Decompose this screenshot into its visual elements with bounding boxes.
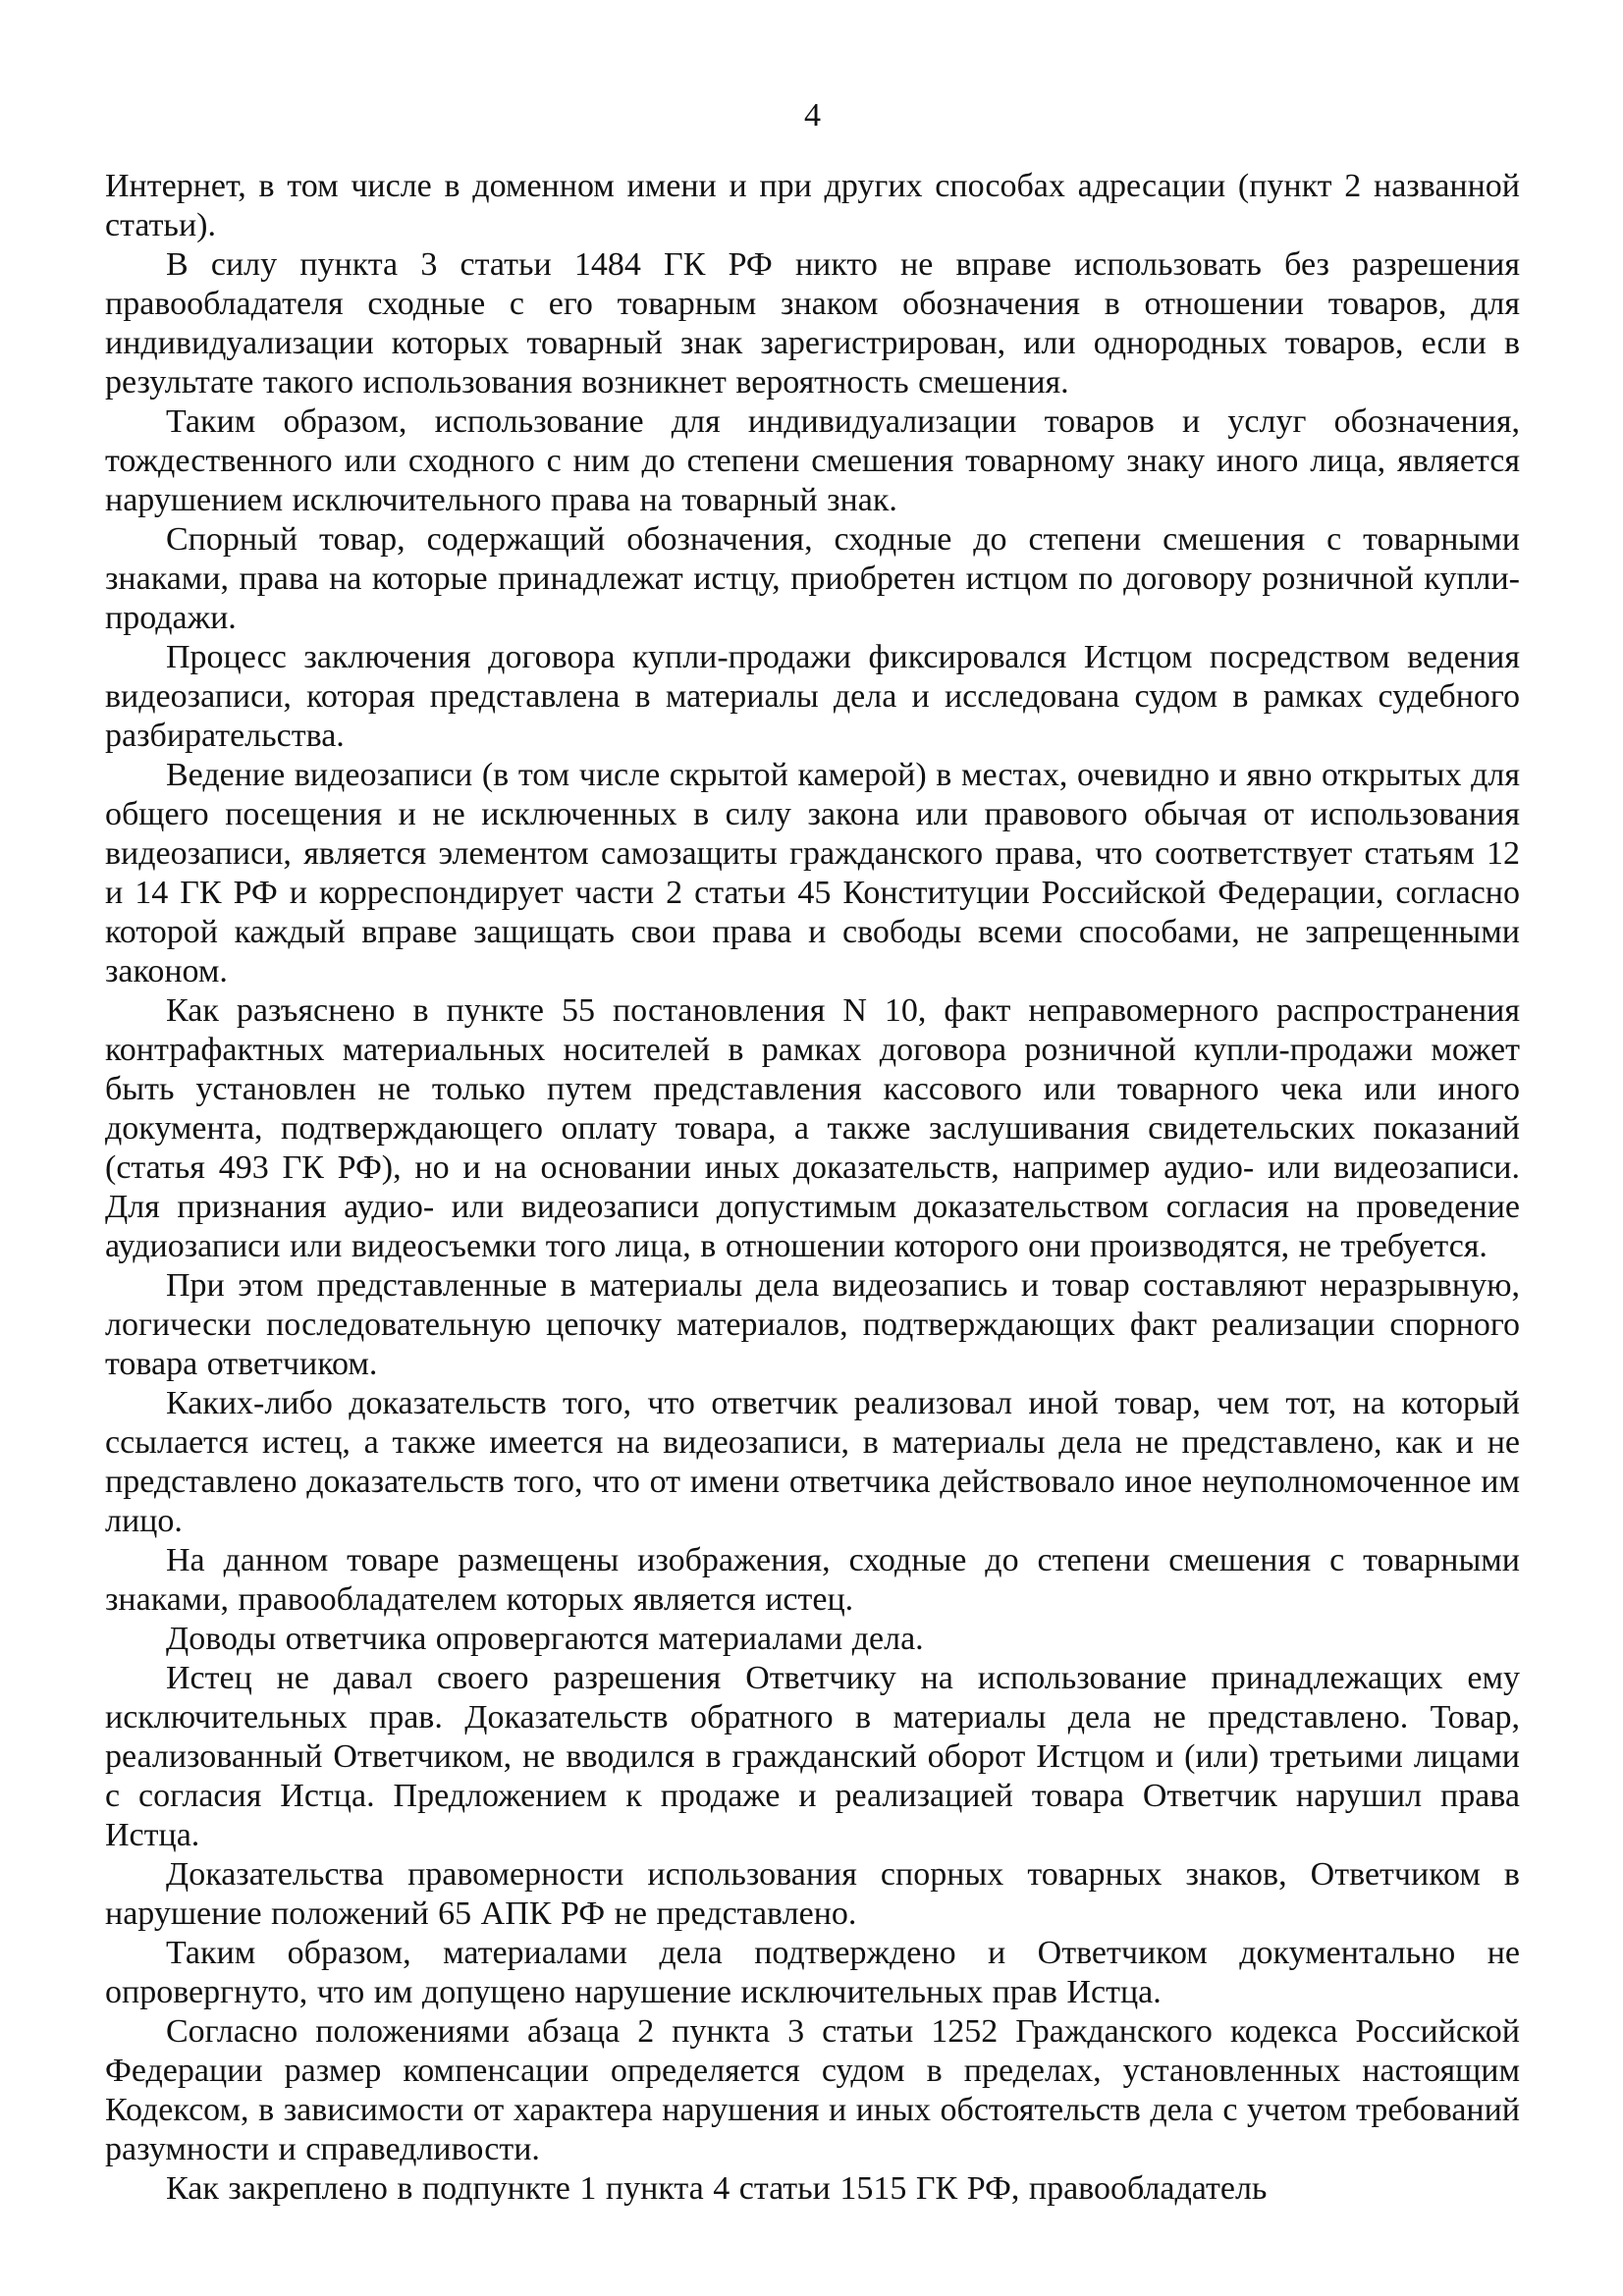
paragraph: Как закреплено в подпункте 1 пункта 4 статьи 1515 ГК РФ, правообладатель [166,2170,1268,2207]
paragraph: Доводы ответчика опровергаются материалами дела. [166,1621,924,1657]
paragraph: Процесс заключения договора купли-продажи фиксировался Истцом посредством ведения видеозаписи, которая представлена в материалы дела и исследована судом в рамках судебного разбирательства. [105,639,1520,754]
document-body [105,167,1520,2209]
paragraph: Каких-либо доказательств того, что ответчик реализовал иной товар, чем тот, на который ссылается истец, а также имеется на видеозаписи, в материалы дела не представлено, как и не представлено доказательств того, что от имени ответчика действовало иное неуполномоченное им лицо. [105,1385,1520,1539]
paragraph: Таким образом, использование для индивидуализации товаров и услуг обозначения, тождественного или сходного с ним до степени смешения товарному знаку иного лица, является нарушением исключительного права на товарный знак. [105,403,1520,518]
page-number: 4 [804,97,821,133]
paragraph: Ведение видеозаписи (в том числе скрытой камерой) в местах, очевидно и явно открытых для общего посещения и не исключенных в силу закона или правового обычая от использования видеозаписи, является элементом самозащиты гражданского права, что соответствует статьям 12 и 14 ГК РФ и корреспондирует части 2 статьи 45 Конституции Российской Федерации, согласно которой каждый вправе защищать свои права и свободы всеми способами, не запрещенными законом. [105,757,1520,989]
paragraph: Согласно положениями абзаца 2 пункта 3 статьи 1252 Гражданского кодекса Российской Федерации размер компенсации определяется судом в пределах, установленных настоящим Кодексом, в зависимости от характера нарушения и иных обстоятельств дела с учетом требований разумности и справедливости. [105,2013,1520,2167]
paragraph: Спорный товар, содержащий обозначения, сходные до степени смешения с товарными знаками, права на которые принадлежат истцу, приобретен истцом по договору розничной купли-продажи. [105,521,1520,636]
paragraph: Как разъяснено в пункте 55 постановления N 10, факт неправомерного распространения контрафактных материальных носителей в рамках договора розничной купли-продажи может быть установлен не только путем представления кассового или товарного чека или иного документа, подтверждающего оплату товара, а также заслушивания свидетельских показаний (статья 493 ГК РФ), но и на основании иных доказательств, например аудио- или видеозаписи. Для признания аудио- или видеозаписи допустимым доказательством согласия на проведение аудиозаписи или видеосъемки того лица, в отношении которого они производятся, не требуется. [105,992,1520,1264]
paragraph: Таким образом, материалами дела подтверждено и Ответчиком документально не опровергнуто, что им допущено нарушение исключительных прав Истца. [105,1935,1520,2010]
paragraph: В силу пункта 3 статьи 1484 ГК РФ никто не вправе использовать без разрешения правообладателя сходные с его товарным знаком обозначения в отношении товаров, для индивидуализации которых товарный знак зарегистрирован, или однородных товаров, если в результате такого использования возникнет вероятность смешения. [105,246,1520,400]
paragraph: При этом представленные в материалы дела видеозапись и товар составляют неразрывную, логически последовательную цепочку материалов, подтверждающих факт реализации спорного товара ответчиком. [105,1267,1520,1382]
paragraph: Истец не давал своего разрешения Ответчику на использование принадлежащих ему исключительных прав. Доказательств обратного в материалы дела не представлено. Товар, реализованный Ответчиком, не вводился в гражданский оборот Истцом и (или) третьими лицами с согласия Истца. Предложением к продаже и реализацией товара Ответчик нарушил права Истца. [105,1660,1520,1853]
paragraph: На данном товаре размещены изображения, сходные до степени смешения с товарными знаками, правообладателем которых является истец. [105,1542,1520,1618]
paragraph: Доказательства правомерности использования спорных товарных знаков, Ответчиком в нарушение положений 65 АПК РФ не представлено. [105,1856,1520,1932]
paragraph: Интернет, в том числе в доменном имени и при других способах адресации (пункт 2 названной статьи). [105,168,1520,243]
